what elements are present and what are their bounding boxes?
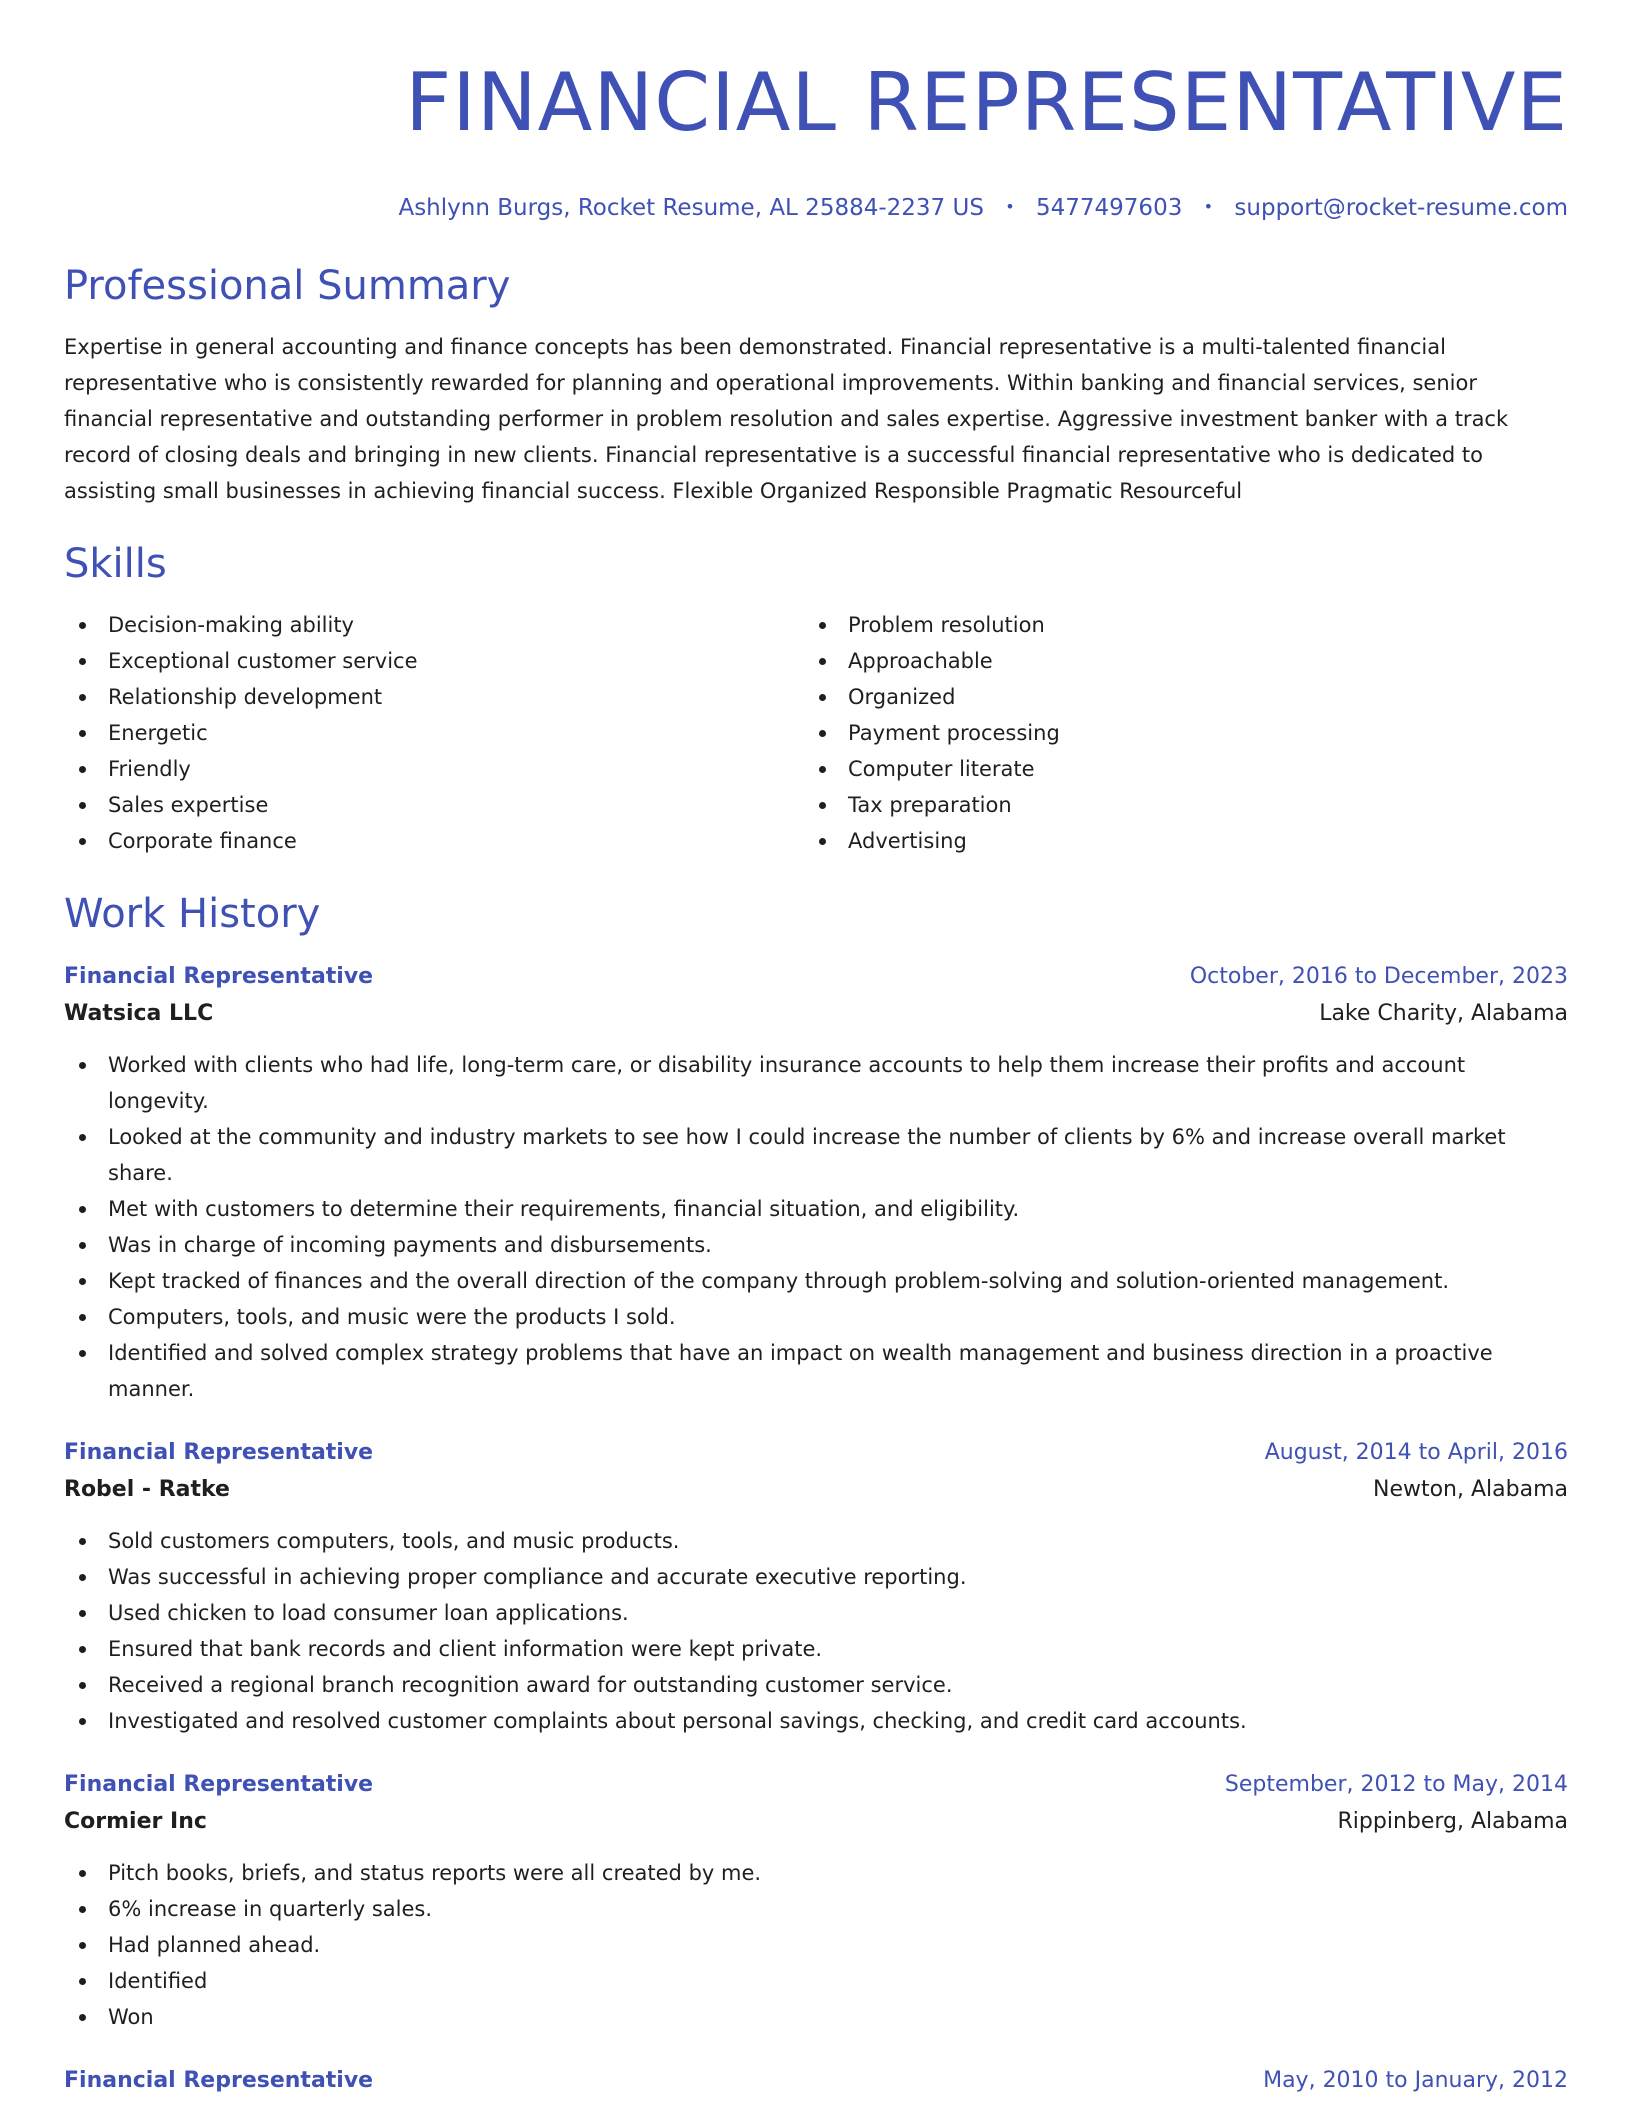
skill-item: Corporate finance xyxy=(64,823,804,859)
skills-list-left xyxy=(64,607,804,859)
contact-separator: • xyxy=(1203,197,1214,216)
summary-section xyxy=(64,261,1568,509)
job-location: Newton, Alabama xyxy=(1372,1477,1568,1502)
job-bullet: Sold customers computers, tools, and music products. xyxy=(64,1523,1568,1559)
job-bullet: Received a regional branch recognition award for outstanding customer service. xyxy=(64,1667,1568,1703)
job-bullets xyxy=(64,1855,1568,2035)
job-role: Financial Representative xyxy=(64,1440,374,1465)
job-company: Watsica LLC xyxy=(64,1001,214,1026)
resume-header xyxy=(64,0,1568,223)
contact-separator: • xyxy=(1005,197,1015,216)
job-bullet: Had planned ahead. xyxy=(64,1927,1568,1963)
job-location: Lake Charity, Alabama xyxy=(1319,1001,1568,1026)
skills-section xyxy=(64,539,1568,859)
skill-item: Tax preparation xyxy=(804,787,1544,823)
skill-item: Exceptional customer service xyxy=(64,643,804,679)
job-role: Financial Representative xyxy=(64,964,374,989)
skill-item: Approachable xyxy=(804,643,1544,679)
job-entry xyxy=(64,1435,1568,1739)
job-bullet: Met with customers to determine their requirements, financial situation, and eligibility. xyxy=(64,1191,1568,1227)
contact-email: support@rocket-resume.com xyxy=(1234,195,1568,221)
skill-item: Sales expertise xyxy=(64,787,804,823)
skill-item: Decision-making ability xyxy=(64,607,804,643)
contact-line xyxy=(64,192,1568,223)
job-bullet: Identified and solved complex strategy problems that have an impact on wealth management and business direction in a proactive manner. xyxy=(64,1335,1568,1407)
job-bullet: Pitch books, briefs, and status reports were all created by me. xyxy=(64,1855,1568,1891)
job-bullets xyxy=(64,1047,1568,1407)
job-dates: September, 2012 to May, 2014 xyxy=(1224,1772,1568,1797)
job-title-row xyxy=(64,2063,1568,2099)
job-bullet: Ensured that bank records and client information were kept private. xyxy=(64,1631,1568,1667)
job-bullet: Identified xyxy=(64,1963,1568,1999)
skill-item: Advertising xyxy=(804,823,1544,859)
contact-phone: 5477497603 xyxy=(1036,195,1183,221)
job-role: Financial Representative xyxy=(64,1772,374,1797)
skills-columns xyxy=(64,607,1568,859)
job-entry xyxy=(64,1767,1568,2035)
job-company-row xyxy=(64,1803,1568,1841)
job-bullet: Won xyxy=(64,1999,1568,2035)
job-title-row xyxy=(64,1767,1568,1803)
job-bullet: Was in charge of incoming payments and disbursements. xyxy=(64,1227,1568,1263)
skills-list-right xyxy=(804,607,1544,859)
skill-item: Problem resolution xyxy=(804,607,1544,643)
job-bullet: Investigated and resolved customer complaints about personal savings, checking, and credit card accounts. xyxy=(64,1703,1568,1739)
job-bullet: Computers, tools, and music were the products I sold. xyxy=(64,1299,1568,1335)
skill-item: Organized xyxy=(804,679,1544,715)
job-dates: October, 2016 to December, 2023 xyxy=(1189,964,1568,989)
job-bullet: Worked with clients who had life, long-term care, or disability insurance accounts to help them increase their profits and account longevity. xyxy=(64,1047,1568,1119)
job-title-row xyxy=(64,1435,1568,1471)
job-entry xyxy=(64,2063,1568,2099)
job-company: Cormier Inc xyxy=(64,1809,207,1834)
job-title-row xyxy=(64,959,1568,995)
job-role: Financial Representative xyxy=(64,2068,374,2093)
summary-heading: Professional Summary xyxy=(64,263,511,309)
job-bullets xyxy=(64,1523,1568,1739)
job-bullet: Was successful in achieving proper compliance and accurate executive reporting. xyxy=(64,1559,1568,1595)
skill-item: Relationship development xyxy=(64,679,804,715)
job-bullet: 6% increase in quarterly sales. xyxy=(64,1891,1568,1927)
work-history-section xyxy=(64,889,1568,2099)
job-bullet: Kept tracked of finances and the overall direction of the company through problem-solving and solution-oriented management. xyxy=(64,1263,1568,1299)
resume-name: FINANCIAL REPRESENTATIVE xyxy=(405,56,1568,149)
job-dates: May, 2010 to January, 2012 xyxy=(1263,2068,1568,2093)
skill-item: Friendly xyxy=(64,751,804,787)
skill-item: Energetic xyxy=(64,715,804,751)
job-company-row xyxy=(64,995,1568,1033)
job-bullet: Looked at the community and industry markets to see how I could increase the number of clients by 6% and increase overall market share. xyxy=(64,1119,1568,1191)
job-entry xyxy=(64,959,1568,1407)
job-bullet: Used chicken to load consumer loan applications. xyxy=(64,1595,1568,1631)
summary-text: Expertise in general accounting and finance concepts has been demonstrated. Financial representative is a multi-talented financial representative who is consistently rewarded for planning and operational improvements. Within banking and financial services, senior financial representative and outstanding performer in problem resolution and sales expertise. Aggressive investment banker with a track record of closing deals and bringing in new clients. Financial representative is a successful financial representative who is dedicated to assisting small businesses in achieving financial success. Flexible Organized Responsible Pragmatic Resourceful xyxy=(64,335,1509,503)
job-company: Robel - Ratke xyxy=(64,1477,230,1502)
contact-address: Ashlynn Burgs, Rocket Resume, AL 25884-2237 US xyxy=(398,195,984,221)
skills-heading: Skills xyxy=(64,541,167,587)
skill-item: Payment processing xyxy=(804,715,1544,751)
skill-item: Computer literate xyxy=(804,751,1544,787)
job-location: Rippinberg, Alabama xyxy=(1337,1809,1568,1834)
work-history-heading: Work History xyxy=(64,891,321,937)
job-company-row xyxy=(64,1471,1568,1509)
job-list xyxy=(64,959,1568,2099)
job-dates: August, 2014 to April, 2016 xyxy=(1264,1440,1568,1465)
